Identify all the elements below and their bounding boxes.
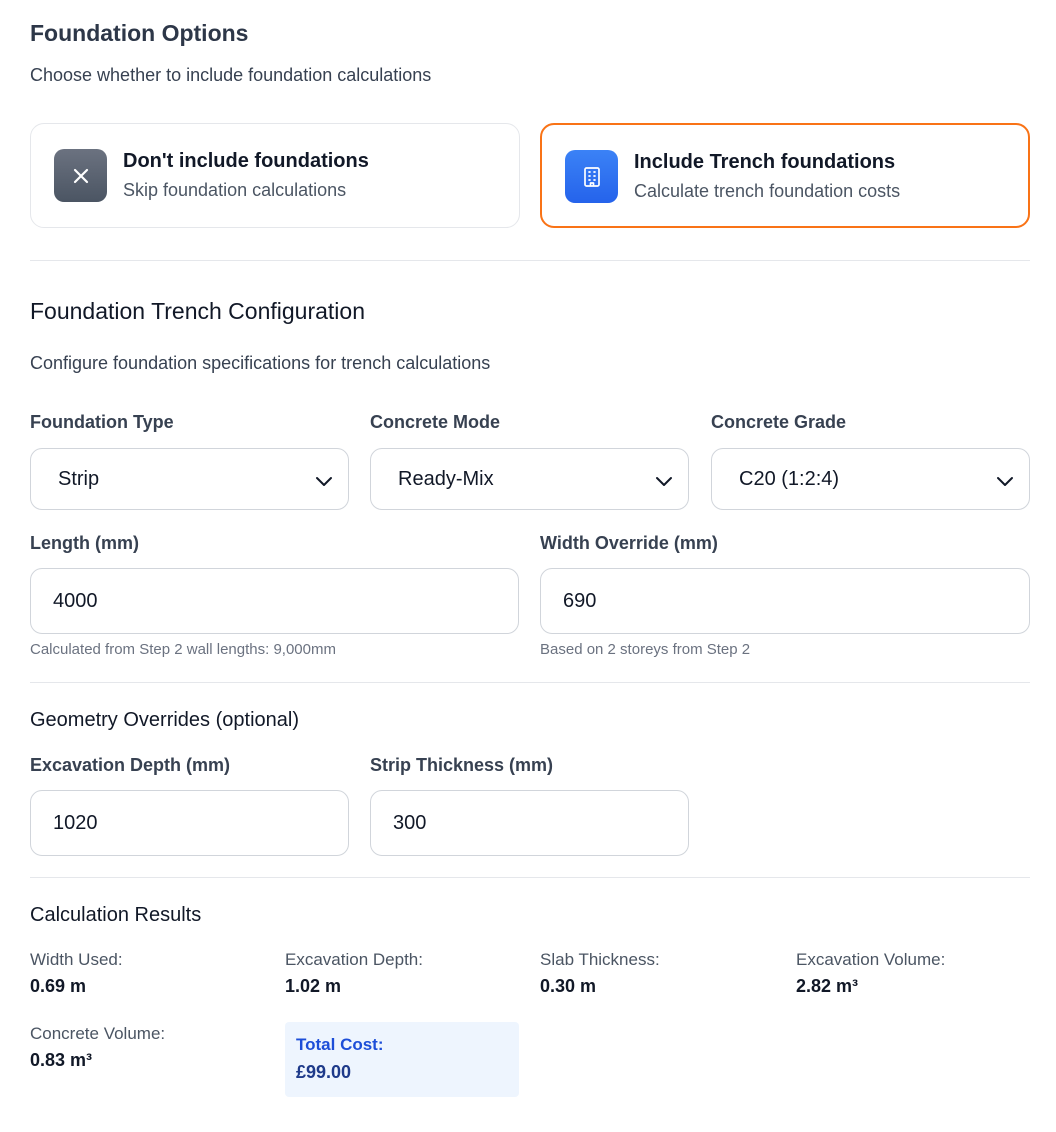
building-icon [565, 150, 618, 203]
page-title: Foundation Options [30, 20, 249, 46]
concrete-grade-label: Concrete Grade [711, 412, 847, 432]
option-title: Don't include foundations [123, 150, 369, 172]
length-hint: Calculated from Step 2 wall lengths: 9,000mm [30, 641, 336, 658]
option-title: Include Trench foundations [634, 151, 896, 173]
excavation-volume-label: Excavation Volume: [796, 950, 946, 969]
total-cost-value: £99.00 [296, 1062, 352, 1082]
width-override-hint: Based on 2 storeys from Step 2 [540, 641, 751, 658]
width-override-label: Width Override (mm) [540, 533, 718, 553]
width-used-label: Width Used: [30, 950, 123, 969]
excavation-depth-label: Excavation Depth (mm) [30, 755, 231, 775]
selected-value: Strip [58, 468, 100, 490]
foundation-type-select[interactable] [30, 448, 349, 510]
excavation-volume-value: 2.82 m³ [796, 976, 859, 996]
close-icon [54, 149, 107, 202]
option-description: Calculate trench foundation costs [634, 181, 901, 201]
width-override-input[interactable] [540, 568, 1030, 634]
strip-thickness-label: Strip Thickness (mm) [370, 755, 554, 775]
total-cost-label: Total Cost: [296, 1035, 384, 1054]
slab-thickness-value: 0.30 m [540, 976, 597, 996]
chevron-down-icon [654, 471, 674, 491]
concrete-grade-select[interactable] [711, 448, 1030, 510]
selected-value: C20 (1:2:4) [739, 468, 840, 490]
chevron-down-icon [314, 471, 334, 491]
selected-value: Ready-Mix [398, 468, 494, 490]
strip-thickness-input[interactable] [370, 790, 689, 856]
option-description: Skip foundation calculations [123, 180, 347, 200]
section-divider [30, 877, 1030, 878]
concrete-volume-value: 0.83 m³ [30, 1050, 93, 1070]
total-cost-box [285, 1022, 519, 1097]
excavation-depth-input[interactable] [30, 790, 349, 856]
length-input[interactable] [30, 568, 519, 634]
slab-thickness-label: Slab Thickness: [540, 950, 660, 969]
length-label: Length (mm) [30, 533, 139, 553]
results-title: Calculation Results [30, 904, 202, 926]
concrete-volume-label: Concrete Volume: [30, 1024, 166, 1043]
foundation-type-label: Foundation Type [30, 412, 174, 432]
excavation-depth-result-value: 1.02 m [285, 976, 342, 996]
chevron-down-icon [995, 471, 1015, 491]
geometry-title: Geometry Overrides (optional) [30, 709, 299, 731]
section-subtitle: Configure foundation specifications for trench calculations [30, 353, 491, 373]
section-divider [30, 682, 1030, 683]
concrete-mode-select[interactable] [370, 448, 689, 510]
page-subtitle: Choose whether to include foundation calculations [30, 65, 432, 85]
option-no-foundations[interactable] [30, 123, 520, 228]
concrete-mode-label: Concrete Mode [370, 412, 501, 432]
section-divider [30, 260, 1030, 261]
section-title: Foundation Trench Configuration [30, 298, 365, 324]
option-trench-foundations[interactable] [540, 123, 1030, 228]
excavation-depth-result-label: Excavation Depth: [285, 950, 423, 969]
width-used-value: 0.69 m [30, 976, 87, 996]
